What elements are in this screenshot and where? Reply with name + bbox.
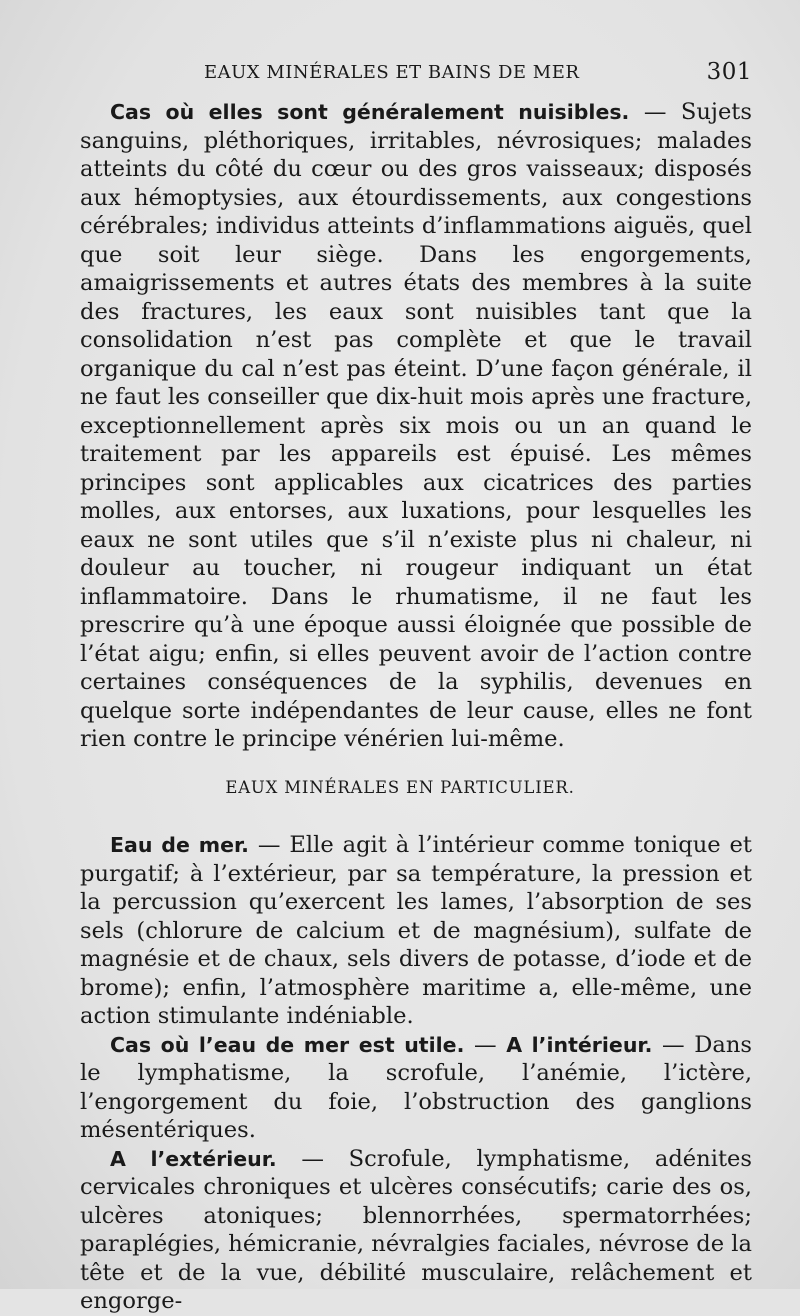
page-number: 301 [706, 59, 752, 85]
paragraph-text: — Dans le lymphatisme, la scrofule, l’anémie, l’ictère, l’engorgement du foie, l’obstruction des ganglions mésentériques. [80, 1031, 752, 1143]
paragraph-lead: Cas où l’eau de mer est utile. [110, 1032, 465, 1057]
paragraph-sublead: A l’intérieur. [506, 1032, 653, 1057]
contraindications-paragraph [80, 98, 752, 754]
paragraph-lead: A l’extérieur. [110, 1146, 277, 1171]
contraindications-block [80, 98, 752, 754]
paragraph-separator: — [464, 1031, 507, 1058]
useful-cases-paragraph [80, 1031, 752, 1145]
sea-water-block [80, 831, 752, 1316]
sea-water-paragraph [80, 831, 752, 1031]
running-title: EAUX MINÉRALES ET BAINS DE MER [204, 62, 580, 83]
section-heading: EAUX MINÉRALES EN PARTICULIER. [225, 778, 575, 797]
paragraph-lead: Cas où elles sont généralement nuisibles. [110, 100, 630, 124]
paragraph-text: — Scrofule, lymphatisme, adénites cervicales chroniques et ulcères consécutifs; carie des os, ulcères atoniques; blennorrhées, spermatorrhées; paraplégies, hémicranie, névralgies faciales, névrose de la tête et de la vue, débilité musculaire, relâchement et engorge- [80, 1145, 752, 1314]
paragraph-text: — Elle agit à l’intérieur comme tonique et purgatif; à l’extérieur, par sa température, la pression et la percussion qu’exercent les lames, l’absorption de ses sels (chlorure de calcium et de magnésium), sulfate de magnésie et de chaux, sels divers de potasse, d’iode et de brome); enfin, l’atmosphère maritime a, elle-même, une action stimulante indéniable. [80, 832, 753, 1029]
running-head [80, 59, 752, 92]
paragraph-lead: Eau de mer. [110, 833, 249, 857]
external-use-paragraph [80, 1145, 752, 1316]
paragraph-text: — Sujets sanguins, pléthoriques, irritables, névrosiques; malades atteints du côté du cœur ou des gros vaisseaux; disposés aux hémoptysies, aux étourdissements, aux congestions cérébrales; individus atteints d’inflammations aiguës, quel que soit leur siège. Dans les engorgements, amaigrissements et autres états des membres à la suite des fractures, les eaux sont nuisibles tant que la consolidation n’est pas complète et que le travail organique du cal n’est pas éteint. D’une façon générale, il ne faut les conseiller que dix-huit mois après une fracture, exceptionnellement après six mois ou un an quand le traitement par les appareils est épuisé. Les mêmes principes sont applicables aux cicatrices des parties molles, aux entorses, aux luxations, pour lesquelles les eaux ne sont utiles que s’il n’existe plus ni chaleur, ni douleur au toucher, ni rougeur indiquant un état inflammatoire. Dans le rhumatisme, il ne faut les prescrire qu’à une époque aussi éloignée que possible de l’état aigu; enfin, si elles peuvent avoir de l’action contre certaines conséquences de la syphilis, devenues en quelque sorte indépendantes de leur cause, elles ne font rien contre le principe vénérien lui-même. [80, 99, 752, 752]
